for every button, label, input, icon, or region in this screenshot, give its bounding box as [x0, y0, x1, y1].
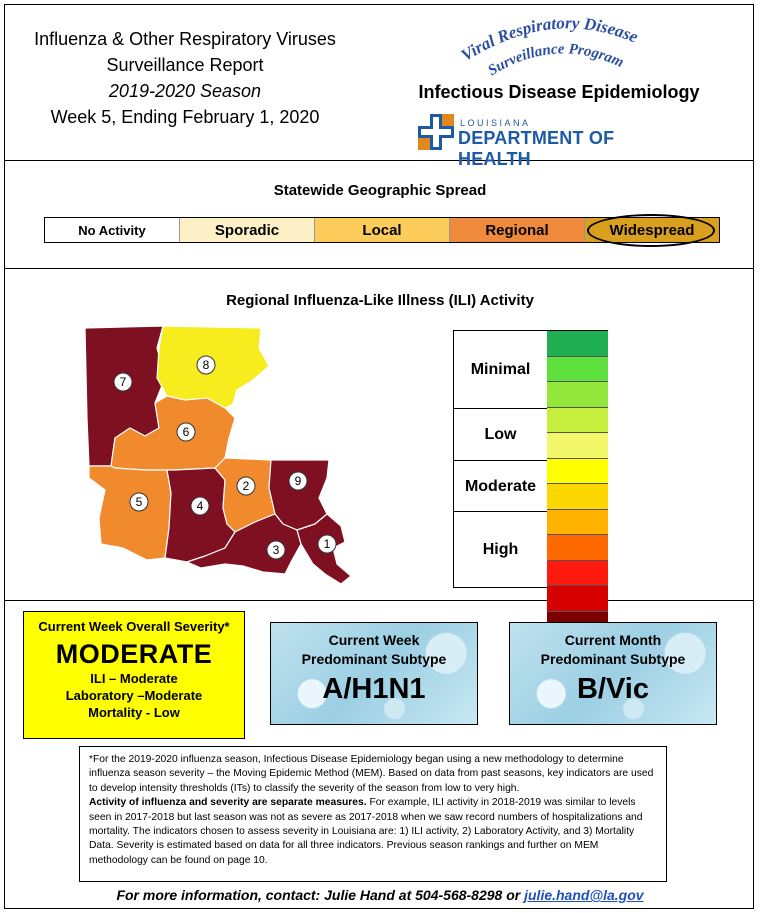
louisiana-region-map — [75, 318, 405, 593]
svg-text:7: 7 — [119, 375, 127, 389]
week-subtype-line1: Current Week — [328, 632, 420, 648]
severity-lab: Laboratory –Moderate — [65, 688, 203, 703]
week-subtype-line2: Predominant Subtype — [301, 651, 447, 667]
map-label-9 — [289, 472, 307, 490]
legend-swatch — [547, 331, 608, 357]
methodology-note — [79, 746, 667, 882]
svg-text:Surveillance Program: Surveillance Program — [485, 41, 626, 80]
agency-state: LOUISIANA — [460, 118, 531, 128]
month-subtype-line2: Predominant Subtype — [540, 651, 686, 667]
map-label-5 — [130, 493, 148, 511]
severity-mortality: Mortality - Low — [88, 705, 180, 720]
map-label-2 — [237, 477, 255, 495]
legend-swatch — [547, 433, 608, 459]
map-label-4 — [191, 497, 209, 515]
week-subtype-value: A/H1N1 — [322, 673, 426, 705]
division-name: Infectious Disease Epidemiology — [418, 82, 700, 102]
map-label-1 — [318, 535, 336, 553]
note-paragraph-2: For example, ILI activity in 2018-2019 was similar to levels seen in 2017-2018 but last season was not as severe as 2017-2018 when we saw record numbers of hospitalizations and mortality. The indicators chosen to assess severity in Louisiana are: 1) ILI activity, 2) Laboratory Activity, and 3) Mortality Data. Severity is estimated based on data for all three indicators. Previous season rankings and further on MEM methodology can be found on page 10. — [89, 797, 643, 866]
current-spread-highlight — [587, 214, 715, 247]
report-title-line2: Surveillance Report — [106, 55, 264, 75]
week-subtype-box — [270, 622, 478, 725]
spread-level-widespread: Widespread — [585, 218, 719, 242]
legend-swatch — [547, 357, 608, 383]
severity-ili: ILI – Moderate — [90, 671, 178, 686]
legend-divider — [454, 511, 547, 512]
program-logo-arc — [440, 8, 670, 88]
map-label-8 — [197, 356, 215, 374]
ili-legend — [453, 330, 608, 588]
spread-level-sporadic: Sporadic — [180, 218, 315, 242]
legend-divider — [454, 408, 547, 409]
severity-value: MODERATE — [55, 639, 213, 669]
legend-low: Low — [484, 426, 517, 443]
report-title-line1: Influenza & Other Respiratory Viruses — [34, 29, 336, 49]
svg-text:5: 5 — [135, 495, 143, 509]
legend-swatch-column — [547, 331, 608, 637]
severity-box — [23, 611, 245, 739]
ldh-logo — [418, 114, 678, 169]
legend-swatch — [547, 586, 608, 612]
spread-level-local: Local — [315, 218, 450, 242]
severity-title: Current Week Overall Severity* — [38, 619, 230, 634]
week-label: Week 5, Ending February 1, 2020 — [50, 107, 320, 127]
svg-text:2: 2 — [242, 479, 250, 493]
month-subtype-line1: Current Month — [564, 632, 662, 648]
note-paragraph-1: *For the 2019-2020 influenza season, Infectious Disease Epidemiology began using a new methodology to determine influenza season severity – the Moving Epidemic Method (MEM). Based on data from past seasons, key indicators are used to develop intensity thresholds (ITs) to classify the severity of the season from low to very high. — [89, 754, 654, 794]
month-subtype-box — [509, 622, 717, 725]
svg-text:1: 1 — [323, 537, 331, 551]
svg-text:8: 8 — [202, 358, 210, 372]
svg-text:4: 4 — [196, 499, 204, 513]
map-label-3 — [267, 541, 285, 559]
legend-swatch — [547, 510, 608, 536]
contact-text: For more information, contact: Julie Hand at 504-568-8298 or — [116, 887, 525, 903]
contact-email-link[interactable]: julie.hand@la.gov — [524, 887, 644, 903]
health-cross-icon — [418, 114, 454, 150]
legend-swatch — [547, 484, 608, 510]
divider — [4, 600, 754, 601]
map-label-7 — [114, 373, 132, 391]
spread-level-no-activity: No Activity — [45, 218, 180, 242]
svg-text:3: 3 — [272, 543, 280, 557]
svg-text:6: 6 — [182, 425, 190, 439]
legend-moderate: Moderate — [464, 478, 537, 495]
legend-swatch — [547, 535, 608, 561]
divider — [4, 268, 754, 269]
svg-text:9: 9 — [294, 474, 302, 488]
legend-divider — [454, 460, 547, 461]
spread-title: Statewide Geographic Spread — [273, 182, 487, 199]
legend-swatch — [547, 408, 608, 434]
note-bold-statement: Activity of influenza and severity are separate measures. — [89, 797, 367, 809]
legend-swatch — [547, 459, 608, 485]
ili-title: Regional Influenza-Like Illness (ILI) Activity — [226, 292, 534, 309]
legend-minimal: Minimal — [470, 361, 531, 378]
report-title-block — [20, 26, 350, 130]
map-region-5 — [89, 466, 171, 560]
spread-level-regional: Regional — [450, 218, 585, 242]
month-subtype-value: B/Vic — [576, 673, 649, 705]
legend-swatch — [547, 382, 608, 408]
svg-text:Viral Respiratory Disease: Viral Respiratory Disease — [457, 13, 641, 66]
agency-name: DEPARTMENT OF HEALTH — [458, 128, 615, 169]
contact-footer — [0, 887, 760, 903]
season-label: 2019-2020 Season — [108, 81, 262, 101]
legend-high: High — [482, 541, 519, 558]
map-label-6 — [177, 423, 195, 441]
legend-swatch — [547, 561, 608, 587]
